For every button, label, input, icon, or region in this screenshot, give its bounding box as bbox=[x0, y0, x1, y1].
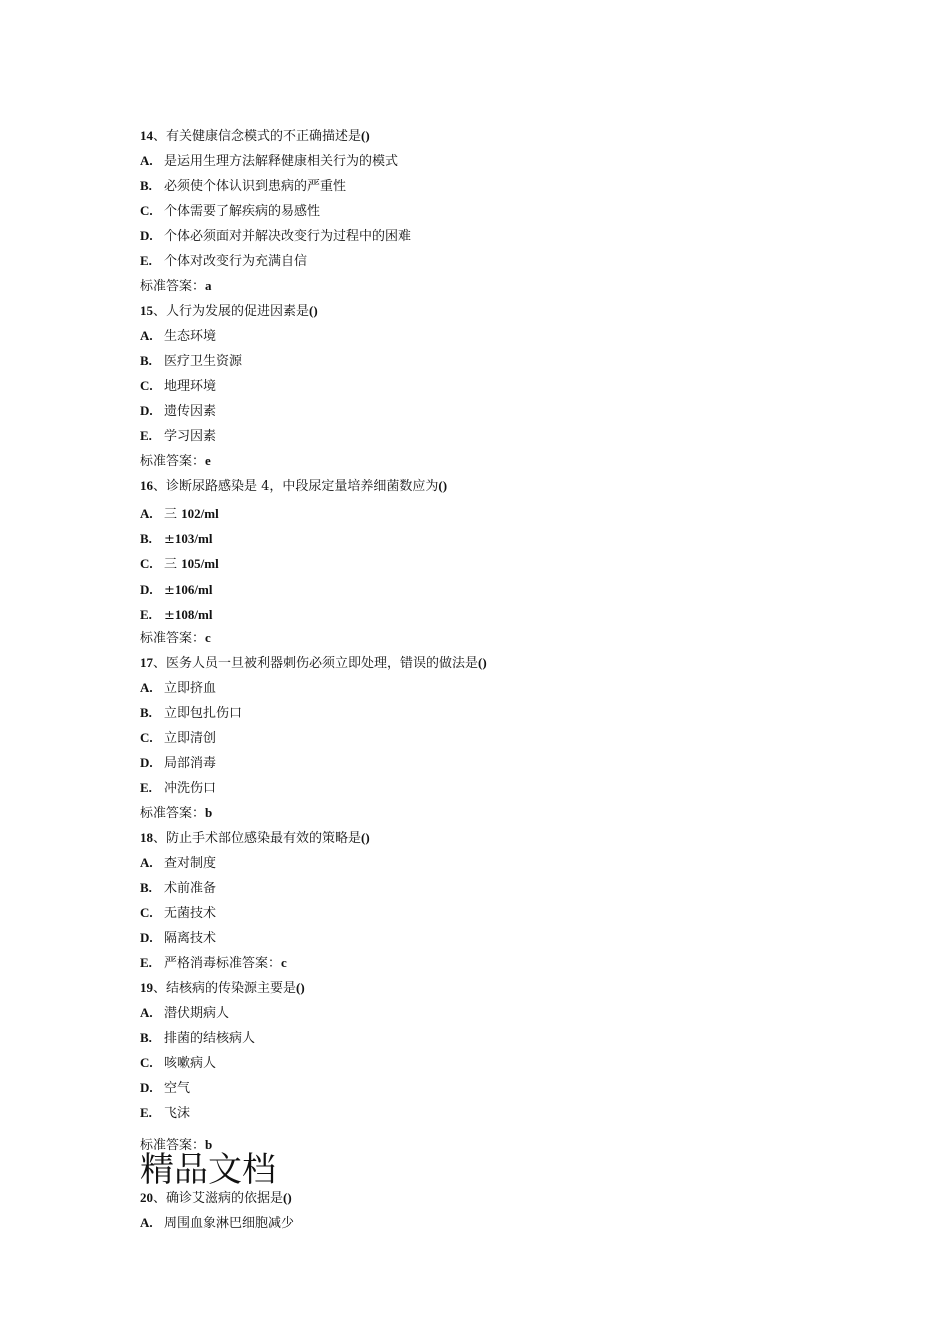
option-text: 排菌的结核病人 bbox=[164, 1031, 256, 1046]
question-line bbox=[140, 478, 447, 495]
option-line bbox=[140, 1105, 190, 1122]
option-line bbox=[140, 228, 411, 245]
option-letter: A. bbox=[140, 153, 153, 168]
option-letter: B. bbox=[140, 1030, 152, 1045]
option-value: c bbox=[281, 955, 287, 970]
option-text: ± bbox=[164, 583, 175, 598]
option-letter: A. bbox=[140, 506, 153, 521]
question-text: 、诊断尿路感染是 4，中段尿定量培养细菌数应为 bbox=[153, 479, 439, 494]
answer-line bbox=[140, 278, 212, 295]
option-line bbox=[140, 582, 212, 599]
option-letter: D. bbox=[140, 1080, 153, 1095]
option-text: ± bbox=[164, 532, 175, 547]
option-text: 医疗卫生资源 bbox=[164, 354, 243, 369]
option-value: 103/ml bbox=[174, 531, 213, 546]
option-letter: A. bbox=[140, 1215, 153, 1230]
answer-label: 标准答案： bbox=[140, 631, 206, 646]
answer-line bbox=[140, 805, 212, 822]
question-text: 、确诊艾滋病的依据是 bbox=[153, 1191, 284, 1206]
option-line bbox=[140, 780, 216, 797]
answer-label: 标准答案： bbox=[140, 279, 206, 294]
answer-line bbox=[140, 630, 211, 647]
option-line bbox=[140, 403, 216, 420]
option-line bbox=[140, 178, 346, 195]
question-line bbox=[140, 1190, 292, 1207]
question-number: 18 bbox=[140, 830, 153, 845]
option-line bbox=[140, 353, 242, 370]
question-number: 20 bbox=[140, 1190, 153, 1205]
option-text: 术前准备 bbox=[164, 881, 217, 896]
option-text: 三 bbox=[164, 507, 182, 522]
option-letter: D. bbox=[140, 228, 153, 243]
option-value: 102/ml bbox=[181, 506, 219, 521]
option-text: 学习因素 bbox=[164, 429, 217, 444]
option-letter: E. bbox=[140, 428, 152, 443]
option-line bbox=[140, 328, 216, 345]
option-text: 潜伏期病人 bbox=[164, 1006, 230, 1021]
option-text: 个体需要了解疾病的易感性 bbox=[164, 204, 321, 219]
option-letter: D. bbox=[140, 930, 153, 945]
option-text: 遗传因素 bbox=[164, 404, 217, 419]
option-letter: A. bbox=[140, 1005, 153, 1020]
option-line bbox=[140, 607, 212, 624]
question-text: 、结核病的传染源主要是 bbox=[153, 981, 297, 996]
option-text: 局部消毒 bbox=[164, 756, 217, 771]
watermark-text: 精品文档 bbox=[140, 1150, 276, 1190]
option-line bbox=[140, 855, 216, 872]
option-line bbox=[140, 905, 216, 922]
option-text: 立即清创 bbox=[164, 731, 217, 746]
option-text: 查对制度 bbox=[164, 856, 217, 871]
answer-value: c bbox=[205, 630, 211, 645]
option-letter: C. bbox=[140, 730, 153, 745]
answer-value: a bbox=[205, 278, 212, 293]
question-number: 16 bbox=[140, 478, 153, 493]
option-text: 必须使个体认识到患病的严重性 bbox=[164, 179, 347, 194]
answer-line bbox=[140, 453, 211, 470]
option-line bbox=[140, 1055, 216, 1072]
option-letter: A. bbox=[140, 328, 153, 343]
answer-blank: () bbox=[296, 980, 305, 995]
option-text: 个体对改变行为充满自信 bbox=[164, 254, 308, 269]
option-text: 飞沫 bbox=[164, 1106, 191, 1121]
option-line bbox=[140, 880, 216, 897]
option-letter: B. bbox=[140, 880, 152, 895]
option-text: 是运用生理方法解释健康相关行为的模式 bbox=[164, 154, 399, 169]
option-text: 三 bbox=[164, 557, 182, 572]
option-letter: B. bbox=[140, 353, 152, 368]
option-letter: C. bbox=[140, 905, 153, 920]
question-line bbox=[140, 830, 370, 847]
option-letter: D. bbox=[140, 403, 153, 418]
question-number: 19 bbox=[140, 980, 153, 995]
option-line bbox=[140, 1215, 294, 1232]
question-line bbox=[140, 128, 370, 145]
option-letter: C. bbox=[140, 378, 153, 393]
option-text: 生态环境 bbox=[164, 329, 217, 344]
option-text: 周围血象淋巴细胞减少 bbox=[164, 1216, 295, 1231]
option-text: 咳嗽病人 bbox=[164, 1056, 217, 1071]
option-text: ± bbox=[164, 608, 175, 623]
option-line bbox=[140, 705, 242, 722]
option-letter: B. bbox=[140, 531, 152, 546]
question-line bbox=[140, 980, 305, 997]
question-number: 14 bbox=[140, 128, 153, 143]
option-letter: A. bbox=[140, 680, 153, 695]
option-line bbox=[140, 680, 216, 697]
option-value: 106/ml bbox=[174, 582, 213, 597]
option-line bbox=[140, 1080, 190, 1097]
option-line bbox=[140, 556, 219, 573]
option-text: 地理环境 bbox=[164, 379, 217, 394]
option-line bbox=[140, 730, 216, 747]
question-text: 、防止手术部位感染最有效的策略是 bbox=[153, 831, 362, 846]
option-text: 立即包扎伤口 bbox=[164, 706, 243, 721]
option-letter: A. bbox=[140, 855, 153, 870]
answer-blank: () bbox=[283, 1190, 292, 1205]
option-text: 无菌技术 bbox=[164, 906, 217, 921]
answer-value: b bbox=[205, 805, 213, 820]
option-text: 立即挤血 bbox=[164, 681, 217, 696]
option-letter: E. bbox=[140, 607, 152, 622]
question-line bbox=[140, 303, 318, 320]
option-letter: E. bbox=[140, 1105, 152, 1120]
option-line bbox=[140, 531, 212, 548]
option-text: 严格消毒标准答案： bbox=[164, 956, 282, 971]
option-line bbox=[140, 755, 216, 772]
option-line bbox=[140, 955, 287, 972]
option-value: 105/ml bbox=[181, 556, 219, 571]
question-number: 15 bbox=[140, 303, 153, 318]
question-number: 17 bbox=[140, 655, 153, 670]
answer-label: 标准答案： bbox=[140, 1138, 206, 1153]
option-line bbox=[140, 378, 216, 395]
option-letter: E. bbox=[140, 955, 152, 970]
option-letter: D. bbox=[140, 582, 153, 597]
answer-blank: () bbox=[309, 303, 318, 318]
option-letter: B. bbox=[140, 705, 152, 720]
option-line bbox=[140, 1005, 229, 1022]
option-line bbox=[140, 203, 320, 220]
option-letter: C. bbox=[140, 203, 153, 218]
answer-blank: () bbox=[361, 128, 370, 143]
answer-label: 标准答案： bbox=[140, 454, 206, 469]
option-line bbox=[140, 506, 219, 523]
option-text: 冲洗伤口 bbox=[164, 781, 217, 796]
option-value: 108/ml bbox=[174, 607, 213, 622]
question-line bbox=[140, 655, 487, 672]
option-text: 个体必须面对并解决改变行为过程中的困难 bbox=[164, 229, 412, 244]
question-text: 、医务人员一旦被利器刺伤必须立即处理，错误的做法是 bbox=[153, 656, 479, 671]
question-text: 、有关健康信念模式的不正确描述是 bbox=[153, 129, 362, 144]
option-line bbox=[140, 253, 307, 270]
option-text: 空气 bbox=[164, 1081, 191, 1096]
option-text: 隔离技术 bbox=[164, 931, 217, 946]
answer-value: b bbox=[205, 1137, 213, 1152]
option-letter: E. bbox=[140, 253, 152, 268]
option-line bbox=[140, 930, 216, 947]
answer-blank: () bbox=[361, 830, 370, 845]
option-line bbox=[140, 1030, 255, 1047]
option-line bbox=[140, 428, 216, 445]
question-text: 、人行为发展的促进因素是 bbox=[153, 304, 310, 319]
option-line bbox=[140, 153, 398, 170]
answer-blank: () bbox=[478, 655, 487, 670]
option-letter: C. bbox=[140, 1055, 153, 1070]
answer-label: 标准答案： bbox=[140, 806, 206, 821]
option-letter: E. bbox=[140, 780, 152, 795]
option-letter: B. bbox=[140, 178, 152, 193]
option-letter: C. bbox=[140, 556, 153, 571]
answer-blank: () bbox=[438, 478, 448, 493]
option-letter: D. bbox=[140, 755, 153, 770]
answer-value: e bbox=[205, 453, 211, 468]
